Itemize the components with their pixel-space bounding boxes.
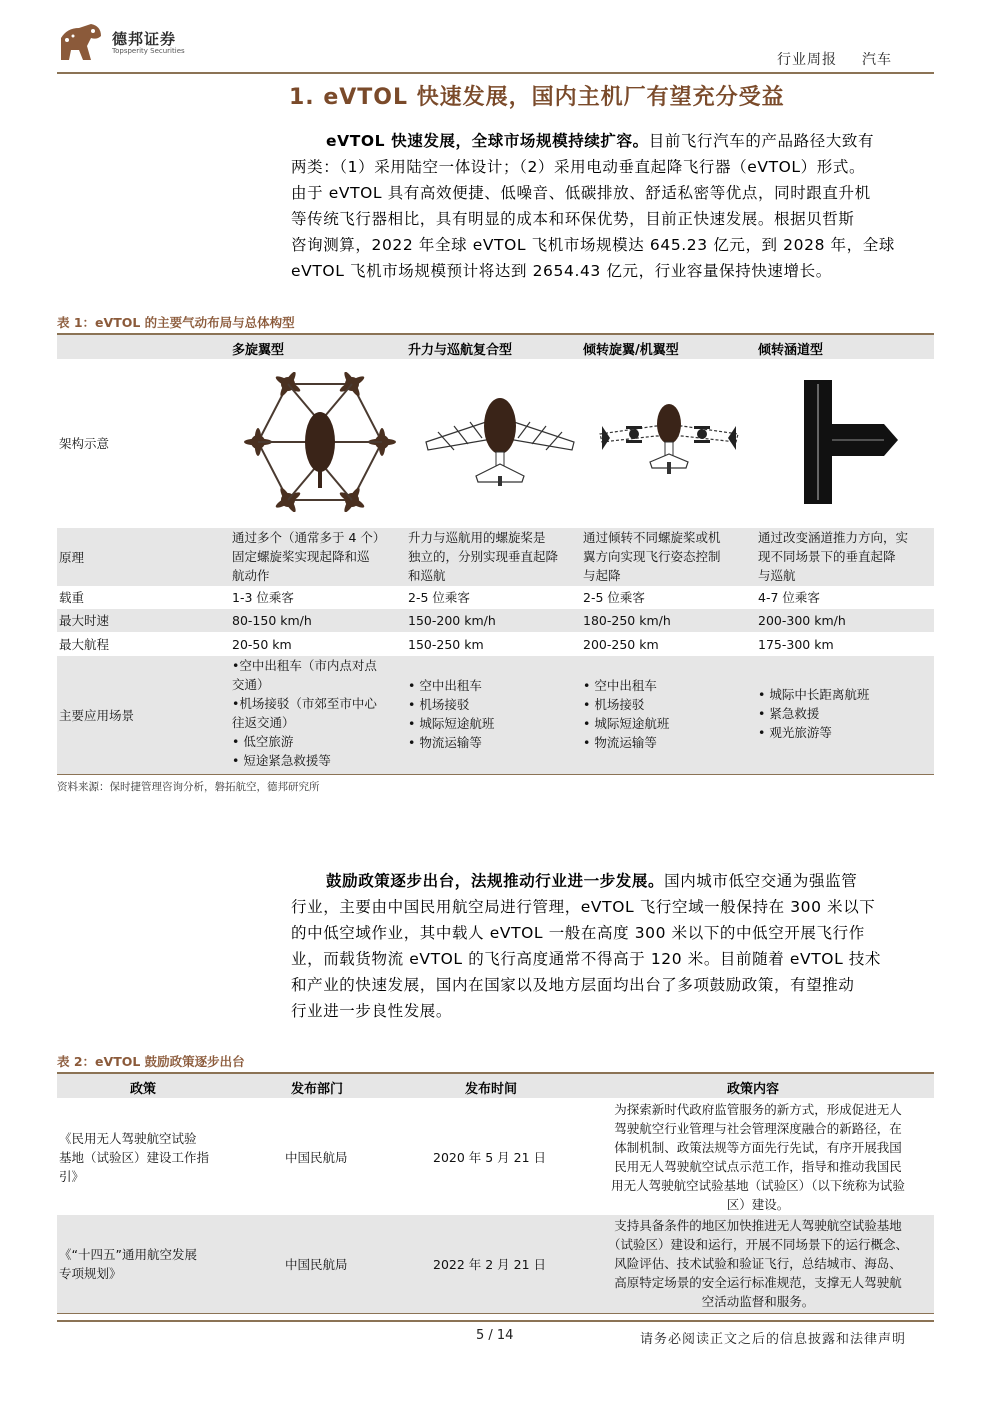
paragraph-market: eVTOL 快速发展，全球市场规模持续扩容。目前飞行汽车的产品路径大致有 两类：（1）采用陆空一体设计；（2）采用电动垂直起降飞行器（eVTOL）形式。 由于 eVTOL 具有高效便捷、低噪音、低碳排放、舒适私密等优点，同时跟直升机 等传统飞行器相比，具有明显的成本和环保优势，目前正快速发展。根据贝哲斯 咨询测算，2022 年全球 eVTOL 飞机市场规模达 645.23 亿元，到 2028 年，全球 eVTOL 飞机市场规模预计将达到 2654.43 亿元，行业容量保持快速增长。 [291, 132, 895, 280]
logo-mark-icon [57, 20, 105, 64]
range-multirotor: 20-50 km [232, 637, 292, 652]
ductfan-diagram [800, 378, 902, 506]
speed-tiltrotor: 180-250 km/h [583, 613, 671, 628]
table2-row2-date: 2022 年 2 月 21 日 [433, 1257, 547, 1272]
principle-tiltrotor: 通过倾转不同螺旋桨或机 翼方向实现飞行姿态控制 与起降 [583, 530, 721, 583]
paragraph-lead: eVTOL 快速发展，全球市场规模持续扩容。 [326, 132, 649, 150]
principle-liftcruise: 升力与巡航用的螺旋桨是 独立的，分别实现垂直起降 和巡航 [408, 530, 559, 583]
table1-col-multirotor: 多旋翼型 [232, 343, 285, 358]
footer-disclaimer: 请务必阅读正文之后的信息披露和法律声明 [640, 1332, 907, 1347]
range-liftcruise: 150-250 km [408, 637, 484, 652]
table1-row-label-principle: 原理 [59, 550, 85, 565]
table2-header-date: 发布时间 [465, 1082, 518, 1097]
table1-source: 资料来源：保时捷管理咨询分析，磐拓航空，德邦研究所 [57, 781, 320, 793]
speed-liftcruise: 150-200 km/h [408, 613, 496, 628]
table2-row1-policy: 《民用无人驾驶航空试验 基地（试验区）建设工作指 引》 [59, 1131, 210, 1184]
paragraph-lead: 鼓励政策逐步出台，法规推动行业进一步发展。 [326, 872, 665, 890]
load-liftcruise: 2-5 位乘客 [408, 590, 470, 605]
table1-row-label-load: 载重 [59, 590, 85, 605]
paragraph-policy: 鼓励政策逐步出台，法规推动行业进一步发展。国内城市低空交通为强监管 行业，主要由中国民用航空局进行管理，eVTOL 飞行空域一般保持在 300 米以下 的中低空域作业，其中载人 eVTOL 一般在高度 300 米以下的中低空开展飞行作 业，而载货物流 eVTOL 的飞行高度通常不得高于 120 米。目前随着 eVTOL 技术 和产业的快速发展，国内在国家以及地方层面均出台了多项鼓励政策，有望推动 行业进一步良性发展。 [291, 872, 882, 1020]
table1-col-liftcruise: 升力与巡航复合型 [408, 343, 513, 358]
table2-row2-policy: 《“十四五”通用航空发展 专项规划》 [59, 1247, 197, 1281]
load-ductfan: 4-7 位乘客 [758, 590, 820, 605]
brand-name: 德邦证券 [112, 30, 177, 48]
section-title: 1. eVTOL 快速发展，国内主机厂有望充分受益 [289, 85, 785, 110]
table1-row-label-arch: 架构示意 [59, 436, 110, 451]
tiltrotor-diagram [598, 404, 740, 476]
table2-bottom-rule [57, 1313, 934, 1314]
table1-row-label-speed: 最大时速 [59, 613, 110, 628]
sector-label: 汽车 [862, 52, 892, 68]
apps-liftcruise: • 空中出租车 • 机场接驳 • 城际短途航班 • 物流运输等 [408, 678, 495, 750]
multirotor-diagram [240, 372, 400, 512]
table1-row-label-apps: 主要应用场景 [59, 708, 135, 723]
logo [57, 20, 105, 64]
table1-caption: 表 1：eVTOL 的主要气动布局与总体构型 [57, 315, 295, 330]
liftcruise-diagram [424, 392, 576, 488]
table2-header-dept: 发布部门 [291, 1082, 344, 1097]
table2-row2-content: 支持具备条件的地区加快推进无人驾驶航空试验基地 （试验区）建设和运行，开展不同场景下的运行概念、 风险评估、技术试验和验证飞行，总结城市、海岛、 高原特定场景的安全运行标准规范，支撑无人驾驶航 空活动监督和服务。 [607, 1218, 908, 1309]
principle-multirotor: 通过多个（通常多于 4 个） 固定螺旋桨实现起降和巡 航动作 [232, 530, 386, 583]
table2-row2-dept: 中国民航局 [285, 1257, 348, 1272]
apps-tiltrotor: • 空中出租车 • 机场接驳 • 城际短途航班 • 物流运输等 [583, 678, 670, 750]
speed-ductfan: 200-300 km/h [758, 613, 846, 628]
table2-row1-dept: 中国民航局 [285, 1150, 348, 1165]
load-tiltrotor: 2-5 位乘客 [583, 590, 645, 605]
range-ductfan: 175-300 km [758, 637, 834, 652]
principle-ductfan: 通过改变涵道推力方向，实 现不同场景下的垂直起降 与巡航 [758, 530, 909, 583]
table1-col-ductfan: 倾转涵道型 [758, 343, 824, 358]
footer-divider [57, 1320, 934, 1322]
table1-bottom-rule [57, 774, 934, 775]
speed-multirotor: 80-150 km/h [232, 613, 312, 628]
table2-header-content: 政策内容 [727, 1082, 780, 1097]
page-number: 5 / 14 [476, 1328, 514, 1343]
apps-multirotor: •空中出租车（市内点对点 交通） •机场接驳（市郊至市中心 往返交通） • 低空旅游 • 短途紧急救援等 [232, 658, 377, 768]
table1-row-label-range: 最大航程 [59, 637, 110, 652]
table2-row1-content: 为探索新时代政府监管服务的新方式，形成促进无人 驾驶航空行业管理与社会管理深度融合的新路径，在 体制机制、政策法规等方面先行先试，有序开展我国 民用无人驾驶航空试点示范工作，指导和推动我国民 用无人驾驶航空试验基地（试验区）（以下统称为试验 区）建设。 [611, 1102, 905, 1212]
table2-header-policy: 政策 [130, 1082, 157, 1097]
header-divider [57, 72, 934, 74]
load-multirotor: 1-3 位乘客 [232, 590, 294, 605]
table1-col-tiltrotor: 倾转旋翼/机翼型 [583, 343, 679, 358]
report-type: 行业周报 [777, 52, 837, 68]
table2-row1-date: 2020 年 5 月 21 日 [433, 1150, 547, 1165]
apps-ductfan: • 城际中长距离航班 • 紧急救援 • 观光旅游等 [758, 687, 870, 740]
table2-caption: 表 2：eVTOL 鼓励政策逐步出台 [57, 1054, 245, 1069]
range-tiltrotor: 200-250 km [583, 637, 659, 652]
brand-name-en: Topsperity Securities [112, 47, 185, 55]
